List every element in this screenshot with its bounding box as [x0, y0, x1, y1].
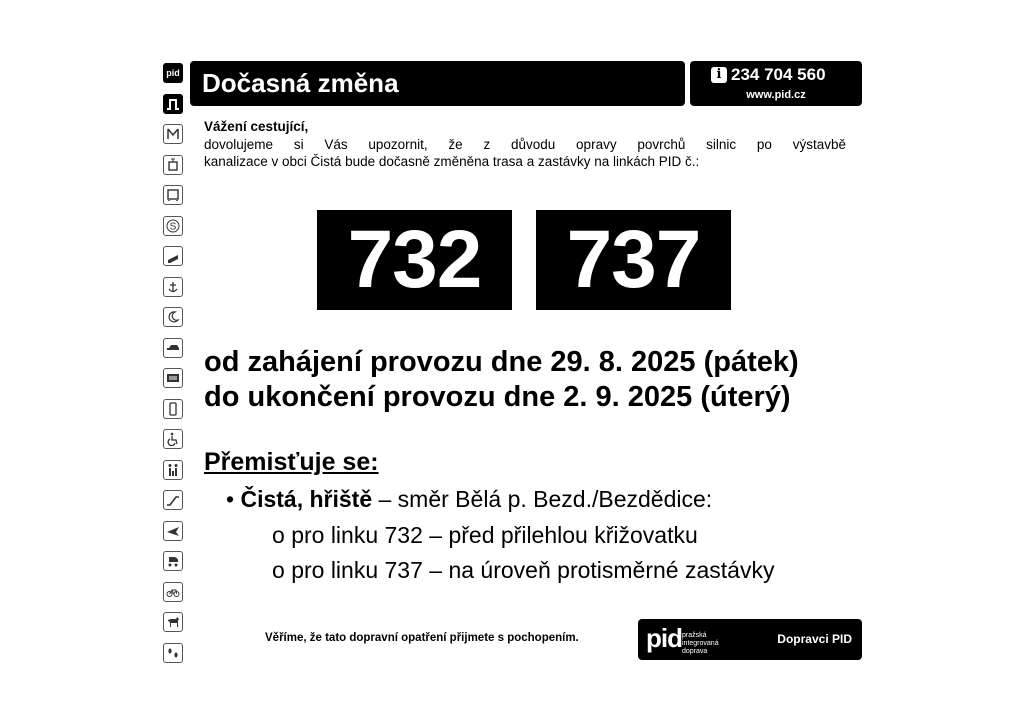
carrier-label: Dopravci PID [777, 632, 852, 646]
footer-note: Věříme, že tato dopravní opatření přijmete s pochopením. [265, 632, 579, 644]
intro-line-1: dovolujeme si Vás upozornit, že z důvodu opravy povrchů silnic po výstavbě [204, 137, 846, 152]
stop-item [226, 486, 712, 513]
phone-icon [163, 399, 183, 419]
stroller-icon [163, 551, 183, 571]
pid-logo: pid [646, 623, 682, 653]
stop-direction: – směr Bělá p. Bezd./Bezdědice: [372, 486, 713, 512]
footprints-icon [163, 643, 183, 663]
info-box [690, 61, 862, 106]
website: www.pid.cz [746, 89, 806, 101]
svg-text:S: S [169, 221, 177, 232]
sub-item: o pro linku 737 – na úroveň protisměrné zastávky [272, 557, 775, 583]
escalator-icon [163, 490, 183, 510]
greeting: Vážení cestující, [204, 119, 309, 134]
phone-number: 234 704 560 [731, 65, 826, 84]
line-number-box: 732 [317, 210, 512, 310]
intro-line-2: kanalizace v obci Čistá bude dočasně změněna trasa a zastávky na linkách PID č.: [204, 154, 700, 169]
bus-stop-icon [163, 94, 183, 114]
date-range [204, 345, 799, 415]
info-icon: i [711, 67, 727, 83]
stop-name: Čistá, hřiště [240, 486, 373, 512]
phone-line [711, 65, 826, 85]
sub-item: o pro linku 732 – před přilehlou křižovatku [272, 522, 698, 548]
family-icon [163, 460, 183, 480]
intro-text [204, 136, 846, 170]
pid-footer-bar [638, 619, 862, 660]
train-icon [163, 216, 183, 236]
metro-icon [163, 124, 183, 144]
bullet-icon: • [226, 486, 241, 512]
tram-icon [163, 155, 183, 175]
moves-heading: Přemisťuje se: [204, 448, 379, 476]
wheelchair-icon [163, 429, 183, 449]
circle-bullet-icon: o [272, 557, 292, 583]
title-bar [190, 61, 685, 106]
dog-icon [163, 612, 183, 632]
bus-icon [163, 185, 183, 205]
line-number-box: 737 [536, 210, 731, 310]
ticket-icon [163, 368, 183, 388]
circle-bullet-icon: o [272, 522, 292, 548]
pid-logo-icon: pid [163, 63, 183, 83]
pid-logo-subtitle: pražská integrovaná doprava [682, 632, 719, 655]
date-from: od zahájení provozu dne 29. 8. 2025 (pátek) [204, 346, 799, 378]
bicycle-icon [163, 582, 183, 602]
sidebar-icons [163, 63, 185, 673]
night-icon [163, 307, 183, 327]
ferry-icon [163, 277, 183, 297]
funicular-icon [163, 246, 183, 266]
date-to: do ukončení provozu dne 2. 9. 2025 (úterý) [204, 381, 791, 413]
airplane-icon [163, 521, 183, 541]
page-title: Dočasná změna [202, 68, 399, 98]
car-icon [163, 338, 183, 358]
